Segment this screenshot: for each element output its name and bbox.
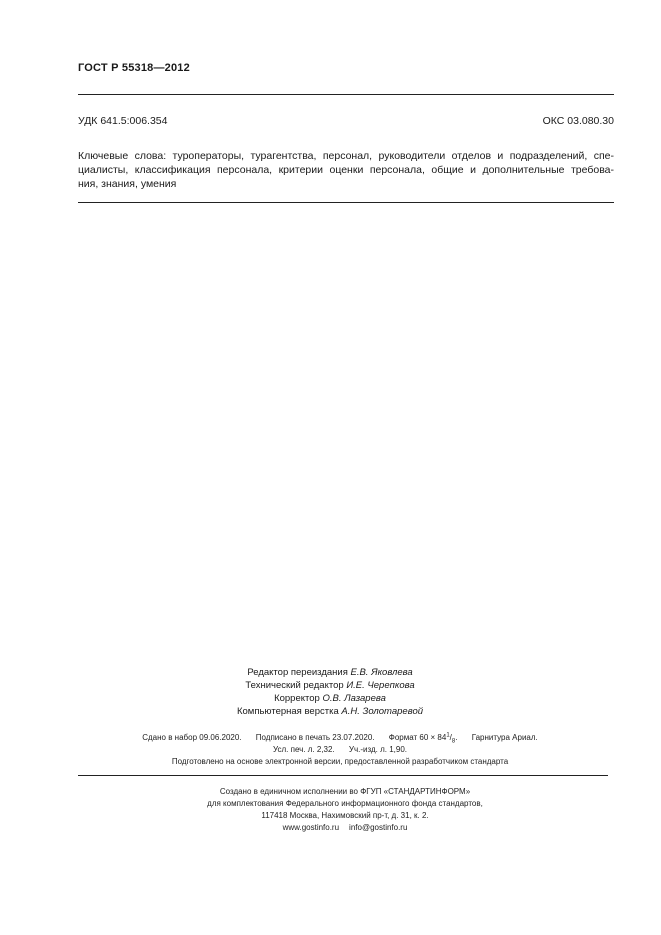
credit-layout [180,705,480,718]
credit-proofreader [180,692,480,705]
credit-name: О.В. Лазарева [322,693,386,704]
footer-line-3: 117418 Москва, Нахимовский пр-т, д. 31, к. 2. [261,811,429,820]
keywords-line: Ключевые слова: туроператоры, турагентства, персонал, руководители отделов и подразделений, спе- [78,150,614,162]
publication-details [60,732,620,768]
footer-line-1: Создано в единичном исполнении во ФГУП «СТАНДАРТИНФОРМ» [219,787,471,796]
credit-editor [180,666,480,679]
typeface: Гарнитура Ариал. [471,733,538,742]
footer-line-2: для комплектования Федерального информационного фонда стандартов, [207,799,483,808]
paper-format: Формат $60 \times 84^1/_8$. [388,732,458,745]
editorial-credits [180,666,480,718]
oks-code: ОКС 03.080.30 [542,115,614,127]
format-prefix: Формат 60 × 84 [388,733,447,742]
credit-name: И.Е. Черепкова [346,680,415,691]
print-sheets: Усл. печ. л. 2,32. [272,745,335,754]
format-suffix: . [455,733,458,742]
prepared-note: Подготовлено на основе электронной версии, предоставленной разработчиком стандарта [171,757,509,766]
credit-tech-editor [180,679,480,692]
email-link[interactable]: info@gostinfo.ru [349,823,408,832]
publication-line-1 [60,732,620,744]
submitted-date: Сдано в набор 09.06.2020. [142,733,242,742]
format-numerator: 1 [446,732,450,739]
footer-contacts [100,822,590,834]
website-link[interactable]: www.gostinfo.ru [282,823,340,832]
credit-role: Корректор [274,693,320,704]
signed-date: Подписано в печать 23.07.2020. [255,733,375,742]
credit-name: Е.В. Яковлева [350,667,413,678]
publisher-sheets: Уч.-изд. л. 1,90. [348,745,408,754]
credit-role: Технический редактор [245,680,344,691]
publication-line-2 [60,744,620,756]
format-denominator: 8 [451,738,456,745]
keywords-line: ния, знания, умения [78,178,177,190]
top-divider [78,94,614,95]
keywords-divider [78,202,614,203]
publisher-footer [100,786,590,834]
keywords-block [78,149,614,191]
footer-divider [78,775,608,776]
standard-code: ГОСТ Р 55318—2012 [78,62,190,74]
udk-code: УДК 641.5:006.354 [78,115,168,127]
keywords-line: циалисты, классификация персонала, критерии оценки персонала, общие и дополнительные требова- [78,164,614,176]
credit-role: Редактор переиздания [247,667,348,678]
credit-name: А.Н. Золотаревой [341,706,424,717]
credit-role: Компьютерная верстка [236,706,339,717]
